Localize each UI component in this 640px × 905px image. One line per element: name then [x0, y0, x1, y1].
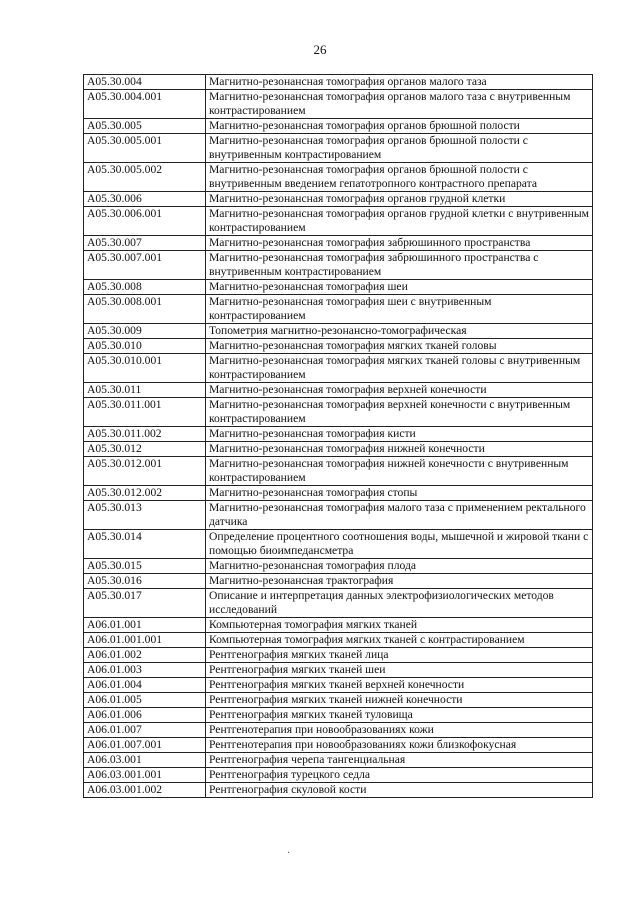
service-code: A05.30.004	[84, 75, 206, 90]
service-name: Рентгенография мягких тканей туловища	[206, 708, 593, 723]
service-code: A05.30.017	[84, 589, 206, 618]
service-code: A06.03.001.001	[84, 768, 206, 783]
table-row	[84, 559, 593, 574]
service-name: Компьютерная томография мягких тканей с контрастированием	[206, 633, 593, 648]
service-name: Магнитно-резонансная томография верхней конечности	[206, 383, 593, 398]
table-row	[84, 589, 593, 618]
service-name: Магнитно-резонансная томография органов брюшной полости	[206, 119, 593, 134]
service-name: Рентгенография мягких тканей шеи	[206, 663, 593, 678]
service-code: A05.30.010.001	[84, 354, 206, 383]
service-code: A05.30.011.001	[84, 398, 206, 427]
service-code: A05.30.006	[84, 192, 206, 207]
table-row	[84, 753, 593, 768]
table-row	[84, 354, 593, 383]
service-code: A05.30.004.001	[84, 90, 206, 119]
service-name: Магнитно-резонансная томография кисти	[206, 427, 593, 442]
service-name: Магнитно-резонансная томография стопы	[206, 486, 593, 501]
table-row	[84, 442, 593, 457]
service-name: Магнитно-резонансная томография верхней конечности с внутривенным контрастированием	[206, 398, 593, 427]
service-code: A06.01.001	[84, 618, 206, 633]
service-code: A05.30.005.002	[84, 163, 206, 192]
table-row	[84, 457, 593, 486]
service-name: Магнитно-резонансная томография нижней конечности с внутривенным контрастированием	[206, 457, 593, 486]
service-name: Магнитно-резонансная томография нижней конечности	[206, 442, 593, 457]
table-row	[84, 530, 593, 559]
service-code: A05.30.014	[84, 530, 206, 559]
service-name: Рентгенография скуловой кости	[206, 783, 593, 798]
service-code: A05.30.010	[84, 339, 206, 354]
service-code: A06.03.001.002	[84, 783, 206, 798]
service-name: Магнитно-резонансная томография органов малого таза с внутривенным контрастированием	[206, 90, 593, 119]
service-name: Магнитно-резонансная томография органов брюшной полости с внутривенным введением гепатотропного контрастного препарата	[206, 163, 593, 192]
service-name: Магнитно-резонансная томография шеи с внутривенным контрастированием	[206, 295, 593, 324]
service-code: A06.01.004	[84, 678, 206, 693]
table-row	[84, 383, 593, 398]
table-row	[84, 648, 593, 663]
table-row	[84, 633, 593, 648]
service-name: Рентгенография турецкого седла	[206, 768, 593, 783]
service-name: Магнитно-резонансная томография забрюшинного пространства	[206, 236, 593, 251]
service-code: A06.01.001.001	[84, 633, 206, 648]
service-code: A06.01.007.001	[84, 738, 206, 753]
service-name: Рентгенография мягких тканей верхней конечности	[206, 678, 593, 693]
service-name: Магнитно-резонансная томография органов грудной клетки с внутривенным контрастированием	[206, 207, 593, 236]
service-code: A05.30.005	[84, 119, 206, 134]
table-row	[84, 90, 593, 119]
table-row	[84, 295, 593, 324]
service-code: A06.03.001	[84, 753, 206, 768]
table-row	[84, 192, 593, 207]
service-code: A06.01.003	[84, 663, 206, 678]
table-row	[84, 280, 593, 295]
service-code: A05.30.008	[84, 280, 206, 295]
service-name: Магнитно-резонансная томография мягких тканей головы	[206, 339, 593, 354]
scan-mark: ·	[287, 848, 291, 859]
service-code: A05.30.012.002	[84, 486, 206, 501]
service-name: Определение процентного соотношения воды, мышечной и жировой ткани с помощью биоимпедансметра	[206, 530, 593, 559]
page-number: 26	[313, 42, 327, 57]
services-table	[83, 74, 593, 798]
service-name: Магнитно-резонансная томография мягких тканей головы с внутривенным контрастированием	[206, 354, 593, 383]
table-row	[84, 618, 593, 633]
service-code: A05.30.009	[84, 324, 206, 339]
service-code: A05.30.015	[84, 559, 206, 574]
table-row	[84, 398, 593, 427]
service-code: A05.30.007	[84, 236, 206, 251]
service-name: Рентгенотерапия при новообразованиях кожи	[206, 723, 593, 738]
table-row	[84, 693, 593, 708]
service-name: Магнитно-резонансная томография шеи	[206, 280, 593, 295]
service-name: Магнитно-резонансная томография органов брюшной полости с внутривенным контрастированием	[206, 134, 593, 163]
table-row	[84, 163, 593, 192]
service-name: Рентгенотерапия при новообразованиях кожи близкофокусная	[206, 738, 593, 753]
service-name: Рентгенография черепа тангенциальная	[206, 753, 593, 768]
table-row	[84, 486, 593, 501]
service-code: A06.01.005	[84, 693, 206, 708]
service-name: Топометрия магнитно-резонансно-томографическая	[206, 324, 593, 339]
service-code: A05.30.008.001	[84, 295, 206, 324]
table-row	[84, 339, 593, 354]
table-row	[84, 723, 593, 738]
service-name: Магнитно-резонансная томография органов грудной клетки	[206, 192, 593, 207]
table-row	[84, 663, 593, 678]
table-row	[84, 324, 593, 339]
table-row	[84, 678, 593, 693]
table-row	[84, 251, 593, 280]
table-row	[84, 119, 593, 134]
service-code: A05.30.007.001	[84, 251, 206, 280]
service-code: A05.30.011.002	[84, 427, 206, 442]
service-code: A05.30.005.001	[84, 134, 206, 163]
table-row	[84, 783, 593, 798]
service-name: Рентгенография мягких тканей нижней конечности	[206, 693, 593, 708]
service-code: A05.30.016	[84, 574, 206, 589]
service-code: A05.30.012	[84, 442, 206, 457]
table-row	[84, 768, 593, 783]
service-code: A06.01.007	[84, 723, 206, 738]
service-code: A05.30.006.001	[84, 207, 206, 236]
service-name: Магнитно-резонансная томография малого таза с применением ректального датчика	[206, 501, 593, 530]
service-name: Магнитно-резонансная трактография	[206, 574, 593, 589]
service-name: Магнитно-резонансная томография плода	[206, 559, 593, 574]
table-row	[84, 207, 593, 236]
table-row	[84, 708, 593, 723]
table-row	[84, 501, 593, 530]
service-code: A05.30.013	[84, 501, 206, 530]
table-row	[84, 427, 593, 442]
service-name: Магнитно-резонансная томография органов малого таза	[206, 75, 593, 90]
service-code: A06.01.002	[84, 648, 206, 663]
table-row	[84, 574, 593, 589]
table-row	[84, 236, 593, 251]
service-code: A05.30.011	[84, 383, 206, 398]
service-code: A05.30.012.001	[84, 457, 206, 486]
service-name: Рентгенография мягких тканей лица	[206, 648, 593, 663]
table-row	[84, 75, 593, 90]
service-name: Компьютерная томография мягких тканей	[206, 618, 593, 633]
service-code: A06.01.006	[84, 708, 206, 723]
table-row	[84, 134, 593, 163]
service-name: Магнитно-резонансная томография забрюшинного пространства с внутривенным контрастированием	[206, 251, 593, 280]
service-name: Описание и интерпретация данных электрофизиологических методов исследований	[206, 589, 593, 618]
table-row	[84, 738, 593, 753]
